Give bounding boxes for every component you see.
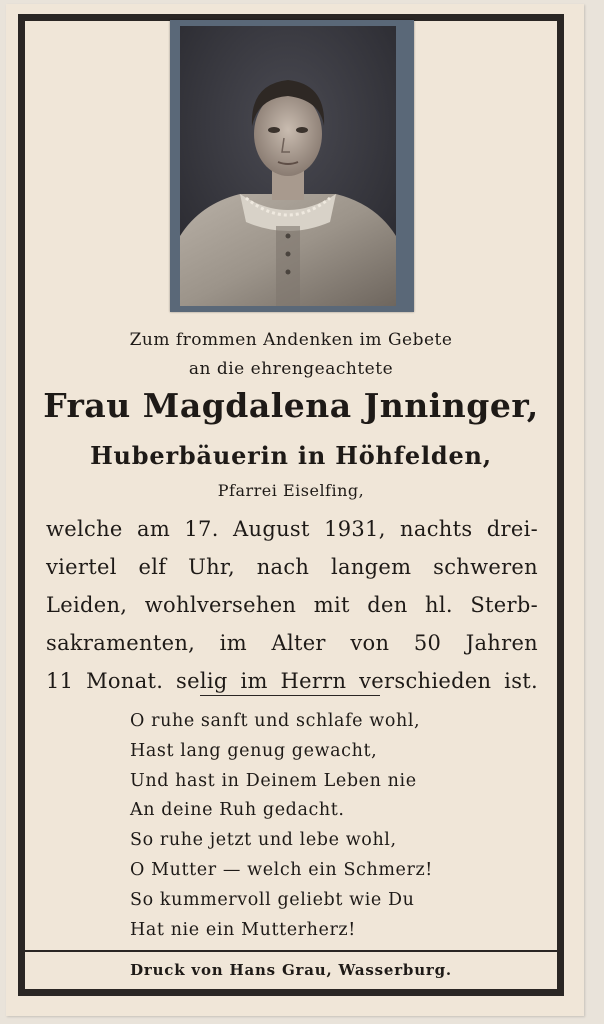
notice-line: welche am 17. August 1931, nachts drei- [46,517,538,541]
portrait-photo [180,26,396,306]
portrait-image [180,26,396,306]
printer-credit: Druck von Hans Grau, Wasserburg. [130,961,452,979]
deceased-name: Frau Magdalena Jnninger, [43,386,539,425]
poem-line: O ruhe sanft und schlafe wohl, [130,711,421,731]
dedication-intro [25,326,557,384]
death-notice-text [46,510,538,700]
poem-line: Hat nie ein Mutterherz! [130,919,356,940]
memorial-card [6,4,584,1016]
intro-line-1: Zum frommen Andenken im Gebete [129,330,453,350]
notice-line: 11 Monat. selig im Herrn verschieden ist. [46,669,538,693]
poem-line: So kummervoll geliebt wie Du [130,889,415,910]
parish-label: Pfarrei Eiselfing, [217,481,365,500]
memorial-poem [130,707,433,945]
portrait-mount [170,20,414,312]
footer-divider [25,950,557,952]
deceased-role: Huberbäuerin in Höhfelden, [90,441,492,470]
notice-line: viertel elf Uhr, nach langem schweren [46,555,538,579]
notice-line: Leiden, wohlversehen mit den hl. Sterb- [46,593,538,617]
divider-line [200,695,380,696]
poem-line: O Mutter — welch ein Schmerz! [130,859,433,880]
poem-line: An deine Ruh gedacht. [130,800,345,821]
poem-line: Und hast in Deinem Leben nie [130,770,417,791]
poem-line: So ruhe jetzt und lebe wohl, [130,830,397,851]
poem-line: Hast lang genug gewacht, [130,740,378,761]
notice-line: sakramenten, im Alter von 50 Jahren [46,631,538,655]
intro-line-2: an die ehrengeachtete [188,359,394,379]
